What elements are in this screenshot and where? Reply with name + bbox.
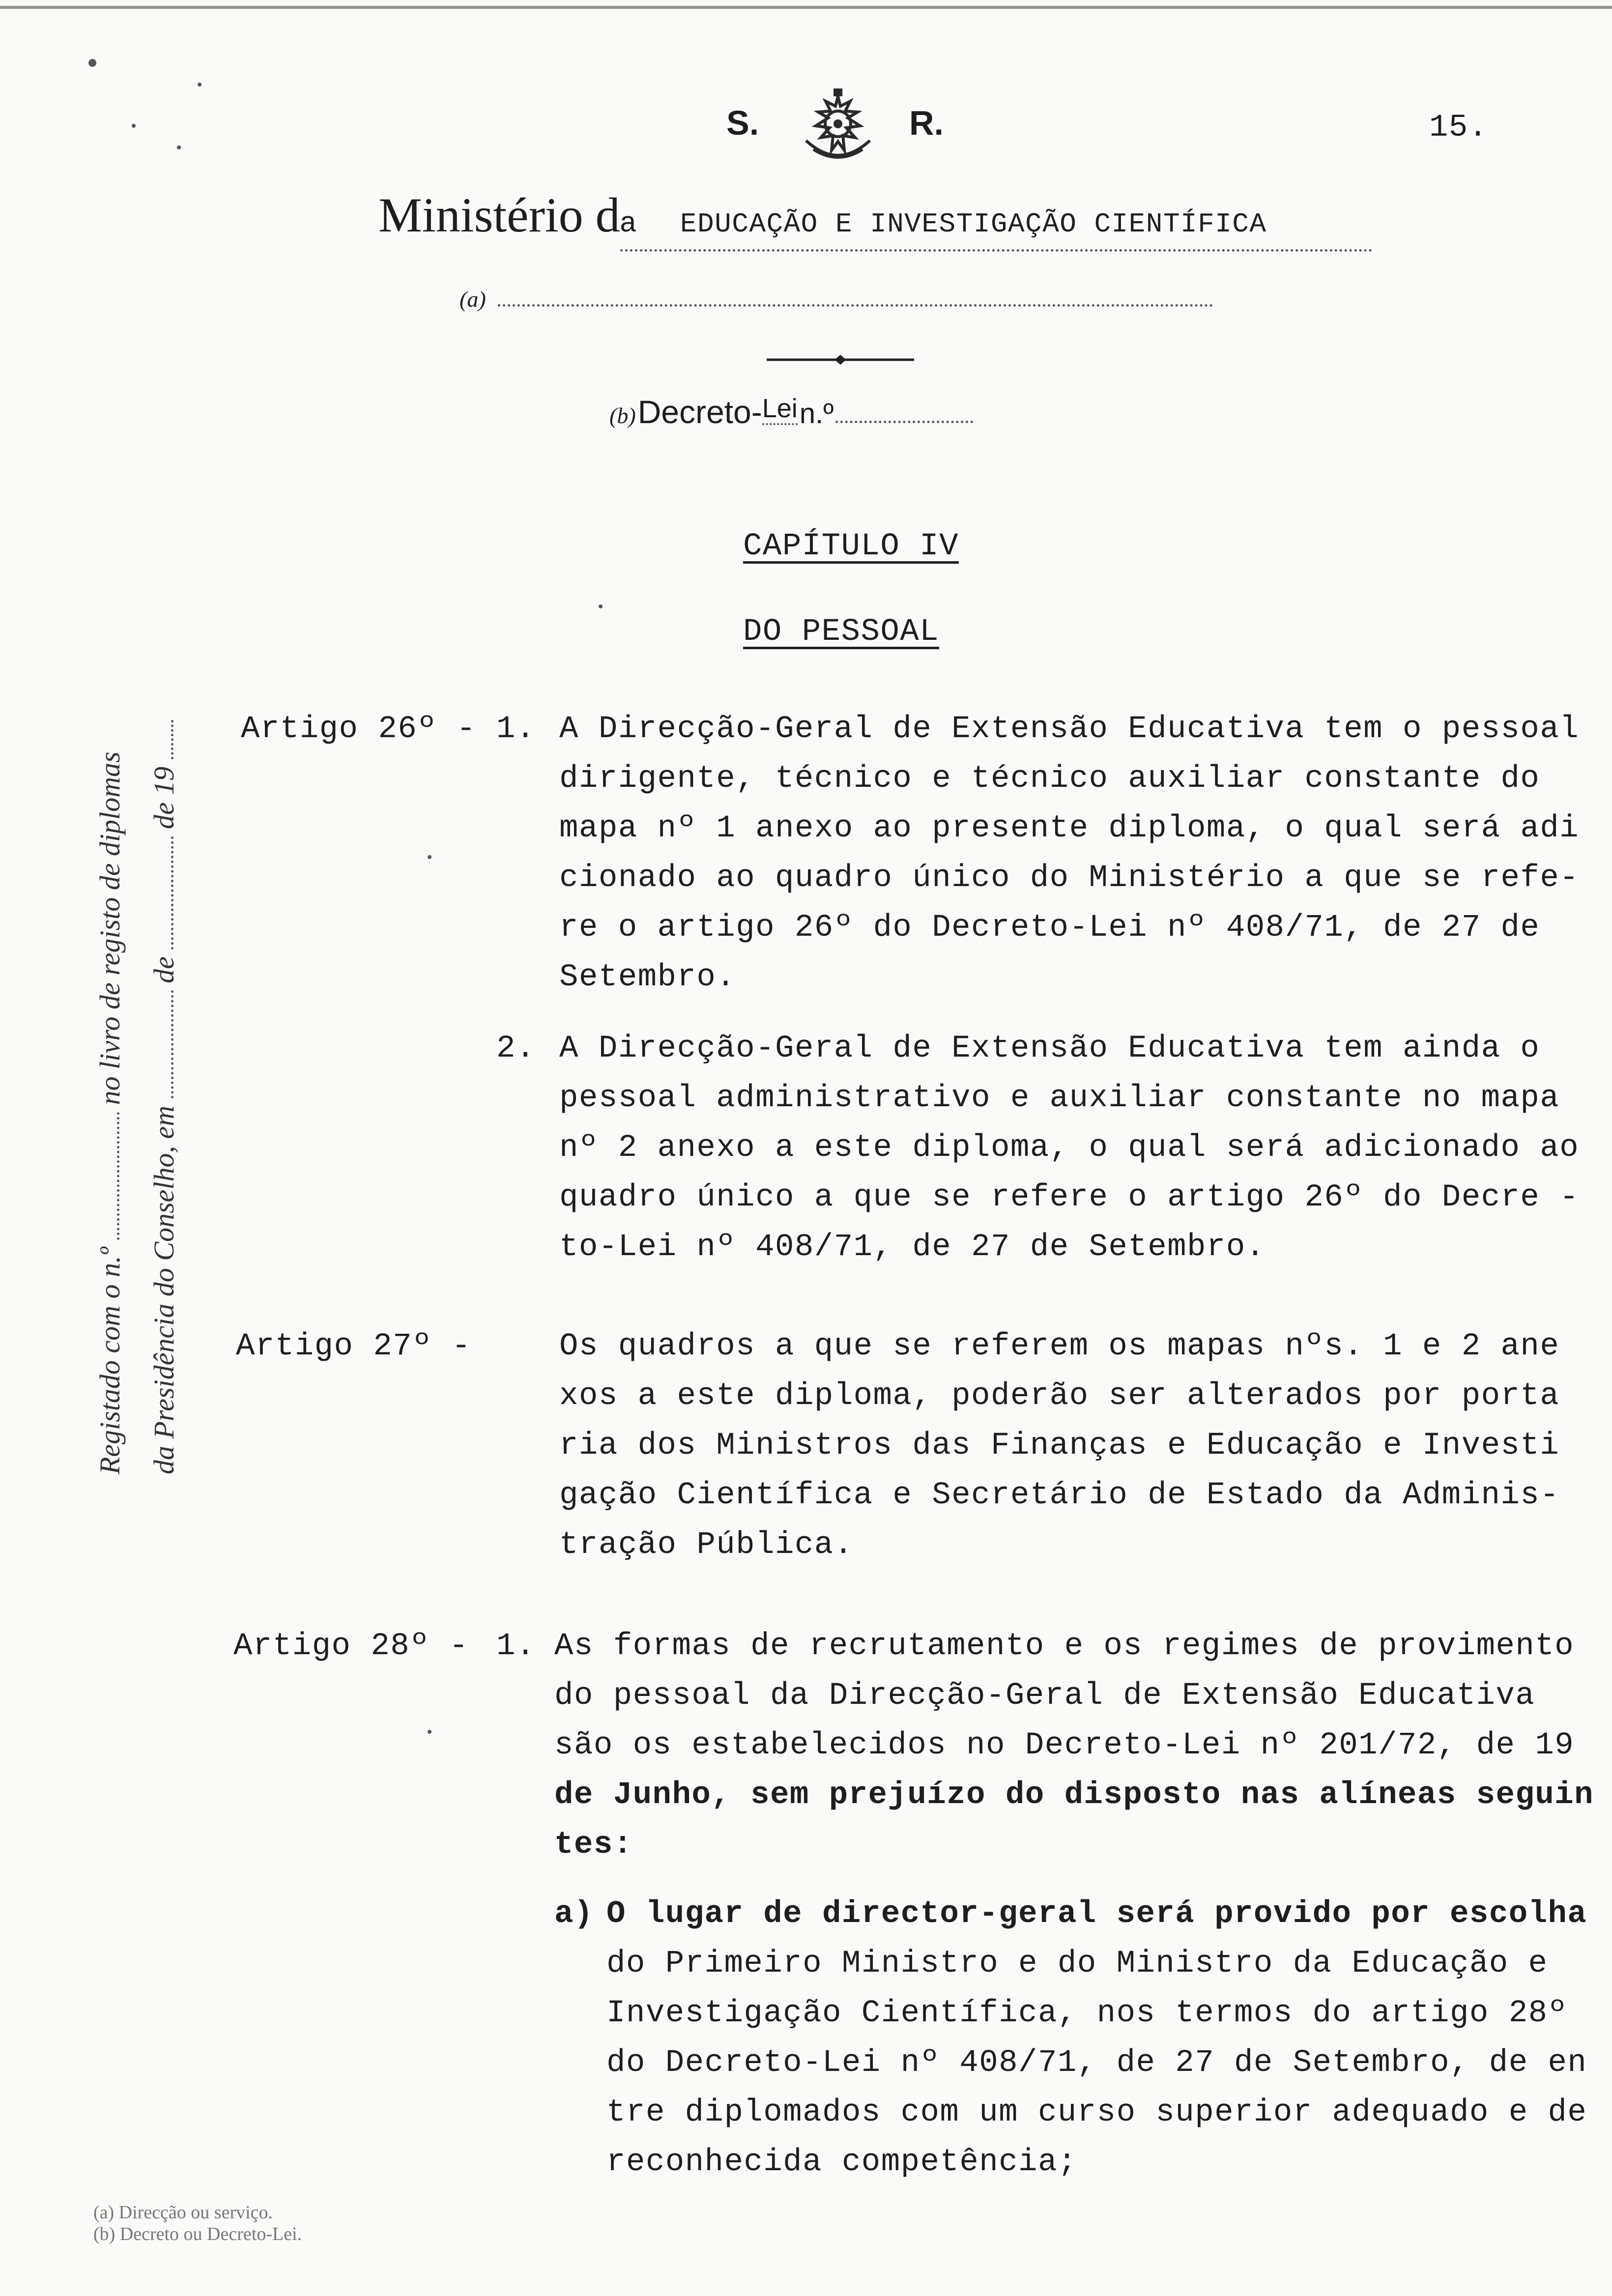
margin-presidency-label: da Presidência do Conselho, em bbox=[148, 1105, 180, 1474]
ministry-name-field bbox=[620, 200, 1372, 252]
scan-speck bbox=[428, 1730, 432, 1734]
paragraph-line: A Direcção-Geral de Extensão Educativa tem ainda o bbox=[559, 1031, 1540, 1066]
decree-line bbox=[609, 393, 973, 430]
paragraph-line: re o artigo 26º do Decreto-Lei nº 408/71, de 27 de bbox=[559, 910, 1540, 946]
margin-year-blank bbox=[159, 720, 173, 759]
paragraph-line: quadro único a que se refere o artigo 26º do Decre - bbox=[559, 1180, 1580, 1215]
margin-book-label: no livro de registo de diplomas bbox=[94, 751, 126, 1105]
paragraph-line: ria dos Ministros das Finanças e Educação e Investi bbox=[559, 1428, 1560, 1464]
header-right-letter: R. bbox=[909, 104, 944, 142]
paragraph-line: de Junho, sem prejuízo do disposto nas alíneas seguin bbox=[554, 1778, 1594, 1813]
paragraph-line: mapa nº 1 anexo ao presente diploma, o qual será adi bbox=[559, 811, 1580, 846]
paragraph-line: nº 2 anexo a este diploma, o qual será adicionado ao bbox=[559, 1130, 1580, 1166]
paragraph-line: tre diplomados com um curso superior adequado e de bbox=[606, 2095, 1587, 2130]
paragraph-line: Os quadros a que se referem os mapas nºs. 1 e 2 ane bbox=[559, 1329, 1560, 1364]
margin-registered-label: Registado com o n.º bbox=[94, 1247, 126, 1474]
paragraph-line: cionado ao quadro único do Ministério a que se refe- bbox=[559, 861, 1580, 896]
item-letter: a) bbox=[554, 1896, 594, 1932]
decree-number-label: n.º bbox=[799, 398, 834, 430]
paragraph-line: do Decreto-Lei nº 408/71, de 27 de Setembro, de en bbox=[606, 2045, 1587, 2081]
paragraph bbox=[559, 1024, 1579, 1272]
paragraph-line: dirigente, técnico e técnico auxiliar constante do bbox=[559, 761, 1540, 797]
ministry-line bbox=[378, 187, 1372, 252]
field-a-blank bbox=[498, 289, 1213, 307]
paragraph-number: 2. bbox=[496, 1031, 536, 1066]
paragraph-line: tração Pública. bbox=[559, 1527, 854, 1563]
scan-speck bbox=[599, 604, 603, 608]
paragraph-number: 1. bbox=[496, 712, 536, 747]
paragraph-line: pessoal administrativo e auxiliar constante no mapa bbox=[559, 1081, 1560, 1116]
decree-lei: Lei bbox=[762, 394, 798, 425]
article-label: Artigo 27º - bbox=[236, 1329, 471, 1364]
header-divider-ornament bbox=[767, 350, 914, 370]
margin-month-blank bbox=[159, 836, 173, 949]
page-number: 15. bbox=[1429, 110, 1488, 145]
decree-number-blank bbox=[835, 406, 973, 423]
scan-speck bbox=[198, 83, 202, 86]
paragraph-line: to-Lei nº 408/71, de 27 de Setembro. bbox=[559, 1230, 1266, 1265]
chapter-title: CAPÍTULO IV bbox=[743, 529, 959, 564]
paragraph-line: Investigação Científica, nos termos do artigo 28º bbox=[606, 1996, 1568, 2031]
paragraph-line: A Direcção-Geral de Extensão Educativa tem o pessoal bbox=[559, 712, 1580, 747]
margin-registration-line2 bbox=[147, 720, 180, 1474]
paragraph bbox=[606, 1890, 1587, 2187]
paragraph-line: do pessoal da Direcção-Geral de Extensão Educativa bbox=[554, 1678, 1535, 1714]
header-left-letter: S. bbox=[726, 104, 759, 142]
paragraph bbox=[559, 705, 1579, 1003]
paragraph-line: xos a este diploma, poderão ser alterados por porta bbox=[559, 1378, 1560, 1414]
scan-speck bbox=[132, 124, 136, 128]
margin-year-label: de 19 bbox=[148, 766, 180, 830]
margin-registration-line1 bbox=[93, 751, 126, 1474]
paragraph-line: tes: bbox=[554, 1827, 633, 1863]
margin-day-blank bbox=[159, 990, 173, 1098]
paragraph-line: são os estabelecidos no Decreto-Lei nº 201/72, de 19 bbox=[554, 1728, 1575, 1763]
field-a-label: (a) bbox=[460, 287, 486, 312]
footnote: (b) Decreto ou Decreto-Lei. bbox=[93, 2224, 302, 2244]
scan-speck bbox=[88, 59, 96, 67]
top-border-line bbox=[0, 6, 1612, 9]
field-a-line bbox=[460, 286, 1213, 312]
paragraph bbox=[554, 1622, 1594, 1870]
paragraph-line: As formas de recrutamento e os regimes de provimento bbox=[554, 1629, 1575, 1664]
footnotes bbox=[93, 2202, 302, 2245]
paragraph-number: 1. bbox=[496, 1629, 536, 1664]
paragraph-line: O lugar de director-geral será provido por escolha bbox=[606, 1896, 1587, 1932]
ministry-label: Ministério d bbox=[378, 188, 620, 242]
footnote: (a) Direcção ou serviço. bbox=[93, 2202, 273, 2223]
margin-number-blank bbox=[105, 1112, 119, 1240]
paragraph bbox=[559, 1322, 1559, 1570]
scan-speck bbox=[428, 855, 432, 859]
field-b-label: (b) bbox=[609, 403, 636, 428]
ministry-name: EDUCAÇÃO E INVESTIGAÇÃO CIENTÍFICA bbox=[680, 208, 1267, 240]
paragraph-line: Setembro. bbox=[559, 960, 736, 995]
article-label: Artigo 28º - bbox=[233, 1629, 469, 1664]
decree-prefix: Decreto- bbox=[637, 394, 762, 430]
paragraph-line: do Primeiro Ministro e do Ministro da Educação e bbox=[606, 1946, 1548, 1981]
scan-speck bbox=[177, 145, 181, 149]
article-label: Artigo 26º - bbox=[241, 712, 476, 747]
ministry-suffix: a bbox=[620, 206, 636, 238]
coat-of-arms-emblem bbox=[786, 86, 890, 170]
paragraph-line: gação Científica e Secretário de Estado da Adminis- bbox=[559, 1478, 1560, 1513]
chapter-subtitle: DO PESSOAL bbox=[743, 614, 940, 650]
paragraph-line: reconhecida competência; bbox=[606, 2145, 1077, 2180]
margin-of-label: de bbox=[148, 956, 180, 983]
